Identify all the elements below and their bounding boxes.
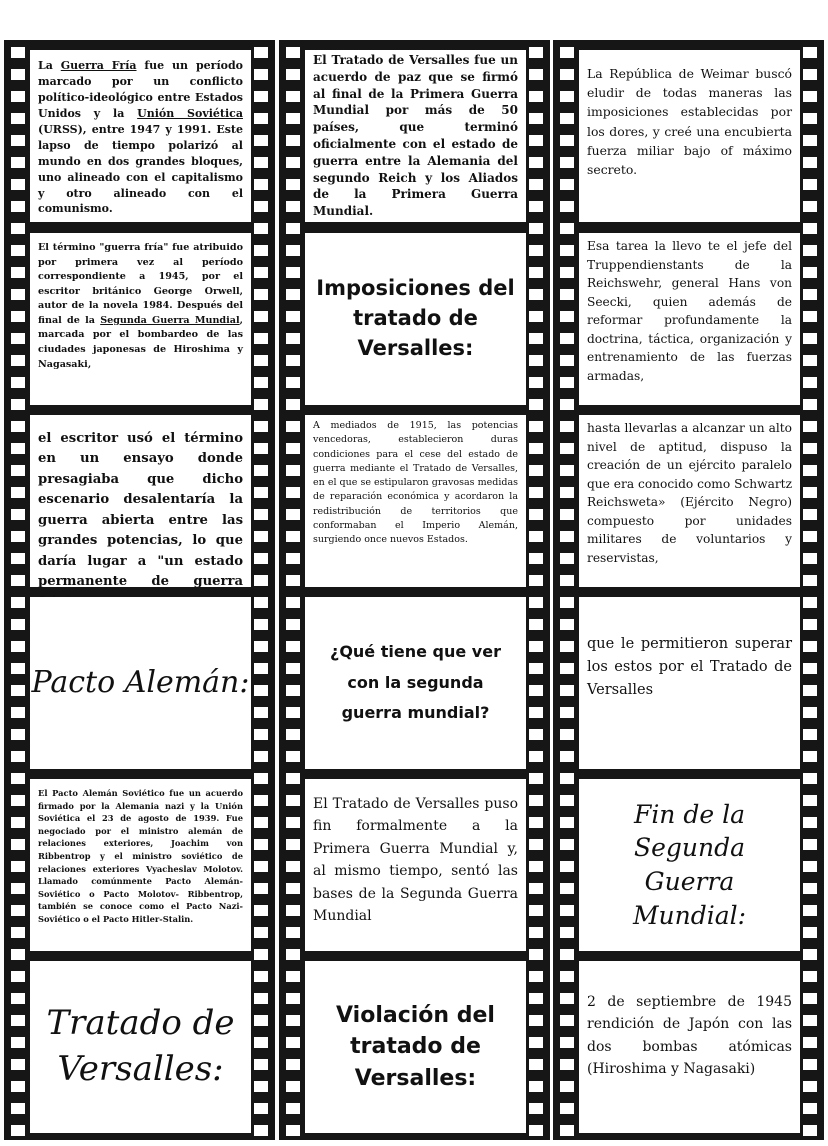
frame-violacion-title bbox=[305, 961, 526, 1133]
escritor-paragraph: el escritor usó el término en un ensayo donde presagiaba que dicho escenario desalentaría la guerra abierta entre las grandes potencias, lo que daría lugar a "un estado permanente de guerra bbox=[38, 431, 243, 590]
frame-tratado-puso-fin bbox=[305, 779, 526, 951]
pacto-aleman-paragraph: El Pacto Alemán Soviético fue un acuerdo firmado por la Alemania nazi y la Unión Soviética el 23 de agosto de 1939. Fue negociado por el ministro alemán de relaciones exteriores, Joachim von Ribbentrop y el ministro soviético de relaciones exteriores Vyacheslav Molotov. Llamado comúnmente Pacto Alemán-Soviético o Pacto Molotov- Ribbentrop, también se conoce como el Pacto Nazi-Soviético o el Pacto Hitler-Stalin. bbox=[38, 788, 243, 925]
tratado-versalles-heading: Tratado de Versalles: bbox=[46, 1003, 235, 1089]
frame-guerra-fria-definicion bbox=[30, 50, 251, 222]
sprocket-holes-right bbox=[803, 40, 817, 1140]
tratado-puso-fin-paragraph: El Tratado de Versalles puso fin formalmente a la Primera Guerra Mundial y, al mismo tiempo, sentó las bases de la Segunda Guerra Mundial bbox=[313, 796, 518, 924]
ejercito-negro-paragraph: hasta llevarlas a alcanzar un alto nivel de aptitud, dispuso la creación de un ejército paralelo que era conocido como Schwartz Reichsweta» (Ejército Negro) compuesto por unidades militares de voluntarios y reservistas, bbox=[587, 421, 792, 565]
frame-que-tiene-que-ver-title bbox=[305, 597, 526, 769]
sprocket-holes-left bbox=[286, 40, 300, 1140]
link-guerra-fria[interactable]: Guerra Fría bbox=[60, 59, 137, 72]
frame-tratado-definicion bbox=[305, 50, 526, 222]
termino-paragraph: El término "guerra fría" fue atribuido por primera vez al período correspondiente a 1945, por el escritor británico George Orwell, autor de la novela 1984. Después del final de la Segunda Guerra Mundial, marcada por el bombardeo de las ciudades japonesas de Hiroshima y Nagasaki, bbox=[38, 242, 243, 370]
film-strip-left bbox=[4, 40, 275, 1140]
seeckt-paragraph: Esa tarea la llevo te el jefe del Truppendienstants de la Reichswehr, general Hans von Seecki, quien además de reformar profundamente la doctrina, táctica, organización y entrenamiento de las fuerzas armadas, bbox=[587, 239, 792, 383]
film-strip-center bbox=[279, 40, 550, 1140]
rendicion-paragraph: 2 de septiembre de 1945 rendición de Japón con las dos bombas atómicas (Hiroshima y Nagasaki) bbox=[587, 994, 792, 1078]
frame-tarea-seeckt bbox=[579, 233, 800, 405]
mediados-paragraph: A mediados de 1915, las potencias vencedoras, establecieron duras condiciones para el cese del estado de guerra mediante el Tratado de Versalles, en el que se estipularon gravosas medidas de reparación económica y acordaron la redistribución de territorios que conformaban el Imperio Alemán, surgiendo once nuevos Estados. bbox=[313, 420, 518, 545]
frame-republica-weimar bbox=[579, 50, 800, 222]
sprocket-holes-right bbox=[529, 40, 543, 1140]
weimar-paragraph: La República de Weimar buscó eludir de todas maneras las imposiciones establecidas por los dores, y creé una encubierta fuerza miliar bajo of máximo secreto. bbox=[587, 66, 792, 178]
frame-mediados-1915 bbox=[305, 415, 526, 587]
superar-paragraph: que le permitieron superar los estos por el Tratado de Versalles bbox=[587, 636, 792, 699]
frame-escritor-ensayo bbox=[30, 415, 251, 590]
que-tiene-que-ver-heading: ¿Qué tiene que ver con la segunda guerra mundial? bbox=[330, 642, 501, 723]
frame-tratado-versalles-title bbox=[30, 961, 251, 1133]
sprocket-holes-left bbox=[560, 40, 574, 1140]
link-segunda-guerra-mundial[interactable]: Segunda Guerra Mundial bbox=[100, 314, 240, 326]
frame-imposiciones-title bbox=[305, 233, 526, 405]
frame-ejercito-negro bbox=[579, 415, 800, 587]
film-strip-right bbox=[553, 40, 824, 1140]
imposiciones-heading: Imposiciones del tratado de Versalles: bbox=[316, 276, 515, 360]
pacto-aleman-heading: Pacto Alemán: bbox=[31, 664, 250, 700]
frame-rendicion-japon bbox=[579, 961, 800, 1133]
tratado-definicion-paragraph: El Tratado de Versalles fue un acuerdo de paz que se firmó al final de la Primera Guerra Mundial por más de 50 países, que terminó oficialmente con el estado de guerra entre la Alemania del segundo Reich y los Aliados de la Primera Guerra Mundial. bbox=[313, 53, 518, 219]
sprocket-holes-left bbox=[11, 40, 25, 1140]
link-union-sovietica[interactable]: Unión Soviética bbox=[137, 106, 243, 120]
sprocket-holes-right bbox=[254, 40, 268, 1140]
frame-superar-tratado bbox=[579, 597, 800, 769]
frame-termino-guerra-fria bbox=[30, 233, 251, 405]
guerra-fria-paragraph: La Guerra Fría fue un período marcado por un conflicto político-ideológico entre Estados Unidos y la Unión Soviética (URSS), entre 1947 y 1991. Este lapso de tiempo polarizó al mundo en dos grandes bloques, uno alineado con el capitalismo y otro alineado con el comunismo. bbox=[38, 59, 243, 216]
frame-pacto-aleman-title bbox=[30, 597, 251, 769]
frame-fin-segunda-guerra-title bbox=[579, 779, 800, 951]
violacion-heading: Violación del tratado de Versalles: bbox=[336, 1003, 495, 1091]
fin-segunda-guerra-heading: Fin de la Segunda Guerra Mundial: bbox=[632, 799, 747, 930]
frame-pacto-aleman-text bbox=[30, 779, 251, 951]
